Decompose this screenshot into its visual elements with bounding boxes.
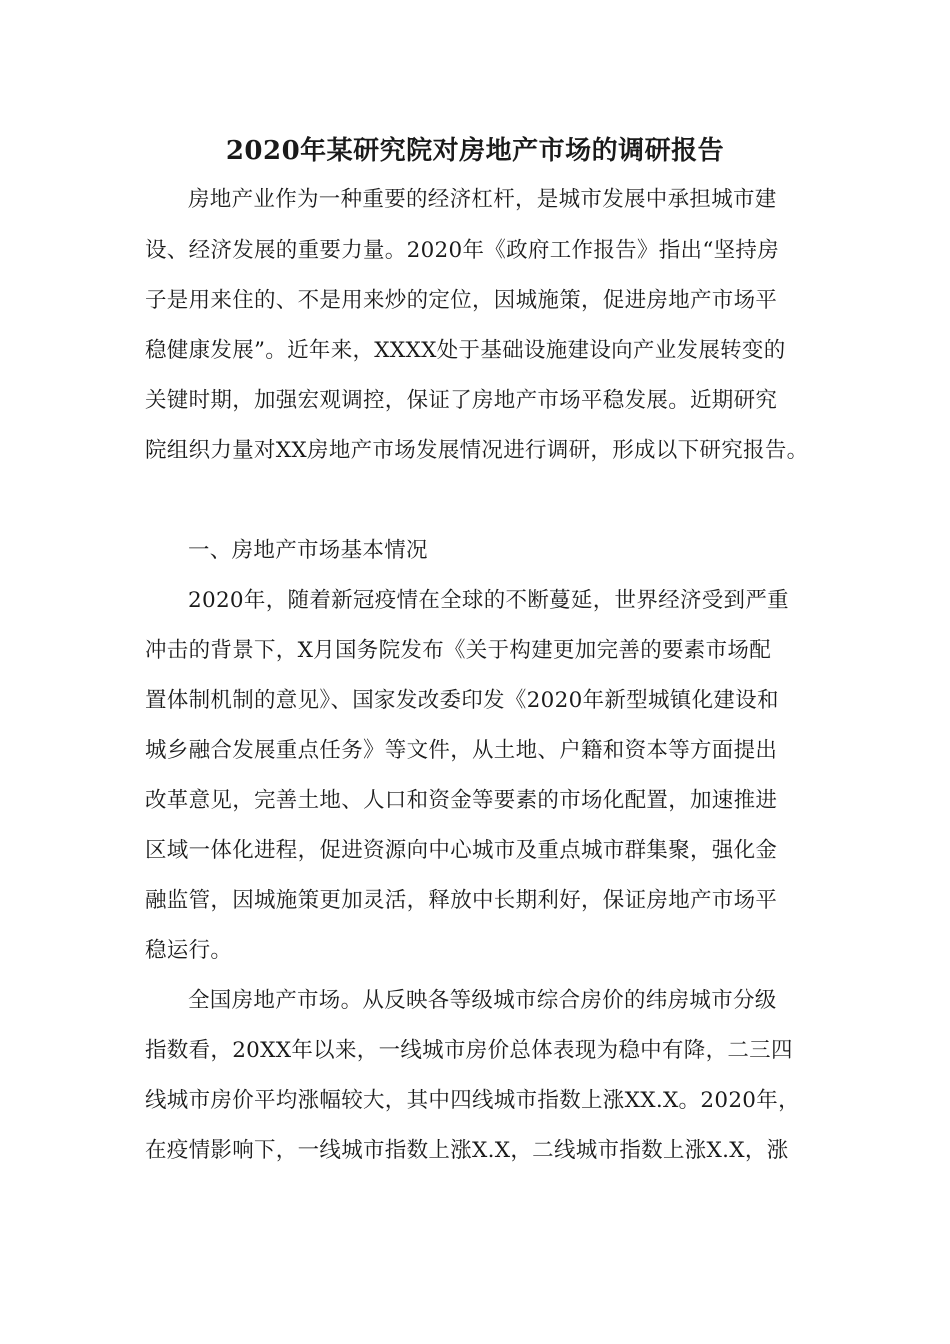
section1-para1-line-4: 城乡融合发展重点任务》等文件，从土地、户籍和资本等方面提出 bbox=[145, 738, 778, 763]
document-title: 2020年某研究院对房地产市场的调研报告 bbox=[225, 136, 725, 166]
section1-para2-line-2: 指数看，20XX年以来，一线城市房价总体表现为稳中有降，二三四 bbox=[145, 1038, 793, 1063]
section1-para1-line-8: 稳运行。 bbox=[145, 938, 233, 963]
section1-para2-line-1: 全国房地产市场。从反映各等级城市综合房价的纬房城市分级 bbox=[188, 988, 777, 1013]
intro-line-4: 稳健康发展”。近年来，XXXX处于基础设施建设向产业发展转变的 bbox=[145, 338, 786, 363]
section1-para1-line-1: 2020年，随着新冠疫情在全球的不断蔓延，世界经济受到严重 bbox=[188, 588, 789, 613]
section1-para2-line-4: 在疫情影响下，一线城市指数上涨X.X，二线城市指数上涨X.X，涨 bbox=[145, 1138, 789, 1163]
intro-line-3: 子是用来住的、不是用来炒的定位，因城施策，促进房地产市场平 bbox=[145, 288, 778, 313]
intro-line-1: 房地产业作为一种重要的经济杠杆，是城市发展中承担城市建 bbox=[188, 187, 777, 212]
section1-para2-line-3: 线城市房价平均涨幅较大，其中四线城市指数上涨XX.X。2020年， bbox=[145, 1088, 800, 1113]
section-heading: 一、房地产市场基本情况 bbox=[188, 538, 428, 563]
section1-para1-line-2: 冲击的背景下，X月国务院发布《关于构建更加完善的要素市场配 bbox=[145, 638, 772, 663]
section1-para1-line-3: 置体制机制的意见》、国家发改委印发《2020年新型城镇化建设和 bbox=[145, 688, 779, 713]
intro-line-6: 院组织力量对XX房地产市场发展情况进行调研，形成以下研究报告。 bbox=[145, 438, 809, 463]
section1-para1-line-5: 改革意见，完善土地、人口和资金等要素的市场化配置，加速推进 bbox=[145, 788, 778, 813]
intro-line-5: 关键时期，加强宏观调控，保证了房地产市场平稳发展。近期研究 bbox=[145, 388, 778, 413]
intro-line-2: 设、经济发展的重要力量。2020年《政府工作报告》指出“坚持房 bbox=[145, 238, 780, 263]
section1-para1-line-7: 融监管，因城施策更加灵活，释放中长期利好，保证房地产市场平 bbox=[145, 888, 778, 913]
section1-para1-line-6: 区域一体化进程，促进资源向中心城市及重点城市群集聚，强化金 bbox=[145, 838, 778, 863]
